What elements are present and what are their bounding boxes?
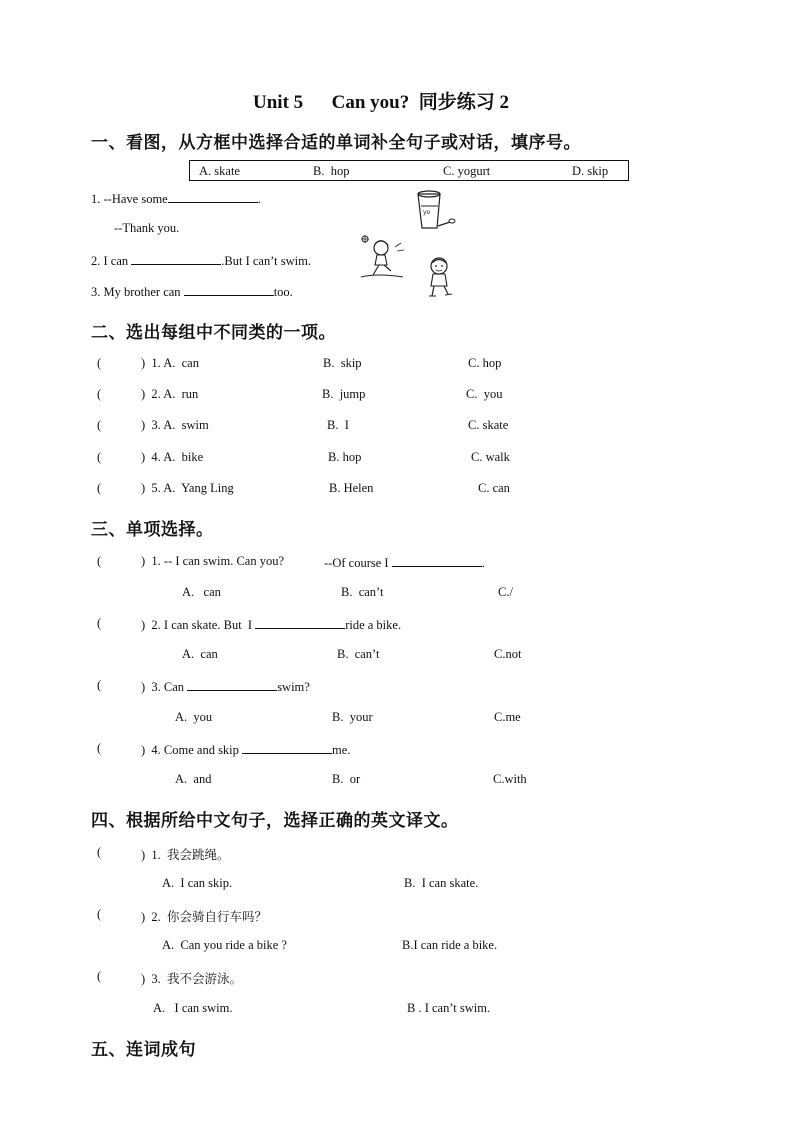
s2-q3-c: C. skate [468, 418, 509, 432]
s1-q1-end: . [257, 192, 261, 206]
s3-q3-paren: ( [97, 678, 102, 692]
s1-q2-line [91, 252, 311, 269]
s3-q4-b: B. or [332, 772, 361, 786]
s3-q3-end: swim? [277, 680, 310, 694]
word-box [189, 160, 629, 181]
s1-q3-end: too. [273, 285, 293, 299]
s3-q2-end: ride a bike. [345, 618, 402, 632]
s2-q4-b: B. hop [328, 450, 362, 464]
s1-q1-reply: --Thank you. [114, 221, 180, 235]
answer-blank[interactable] [168, 190, 258, 203]
s2-q2-b: B. jump [322, 387, 366, 401]
box-option-d: D. skip [572, 164, 609, 178]
girl-hopping-illustration [357, 233, 409, 281]
s4-q3-paren: ( [97, 969, 102, 983]
s3-q1-paren: ( [97, 554, 102, 568]
s2-q3-a: ) 3. A. swim [141, 418, 209, 432]
answer-blank[interactable] [131, 252, 221, 265]
s3-q1-end: . [481, 556, 485, 570]
s2-q5-a: ) 5. A. Yang Ling [141, 481, 234, 495]
s3-q3-b: B. your [332, 710, 373, 724]
s1-q2-text: 2. I can [91, 254, 132, 268]
answer-blank[interactable] [255, 616, 345, 629]
s2-q1-a: ) 1. A. can [141, 356, 199, 370]
s2-q1-c: C. hop [468, 356, 502, 370]
s3-q1-a: A. can [182, 585, 221, 599]
s3-q3-stem: ) 3. Can [141, 680, 188, 694]
s4-q3-a: A. I can swim. [153, 1001, 233, 1015]
section-1-heading: 一、看图，从方框中选择合适的单词补全句子或对话，填序号。 [91, 133, 581, 153]
s3-q2-a: A. can [182, 647, 218, 661]
s2-q2-a: ) 2. A. run [141, 387, 199, 401]
boy-skating-illustration [421, 254, 461, 300]
s3-q2-c: C.not [494, 647, 522, 661]
s2-q2-paren: ( [97, 387, 102, 401]
s3-q3-a: A. you [175, 710, 213, 724]
s2-q1-b: B. skip [323, 356, 362, 370]
s3-q4-line [141, 741, 350, 758]
s1-q3-text: 3. My brother can [91, 285, 184, 299]
s2-q1-paren: ( [97, 356, 102, 370]
box-option-a: A. skate [199, 164, 240, 178]
s3-q2-line [141, 616, 401, 633]
s2-q2-c: C. you [466, 387, 503, 401]
section-4-heading: 四、根据所给中文句子，选择正确的英文译文。 [91, 811, 459, 831]
s3-q3-line [141, 678, 310, 695]
s2-q5-paren: ( [97, 481, 102, 495]
s4-q3-b: B . I can’t swim. [407, 1001, 491, 1015]
answer-blank[interactable] [184, 283, 274, 296]
answer-blank[interactable] [187, 678, 277, 691]
s3-q1-stem: ) 1. -- I can swim. Can you? [141, 554, 285, 568]
s3-q1-b: B. can’t [341, 585, 384, 599]
section-2-heading: 二、选出每组中不同类的一项。 [91, 323, 336, 343]
section-3-heading: 三、单项选择。 [91, 520, 214, 540]
s1-q1-text: 1. --Have some [91, 192, 168, 206]
s1-q2-end: .But I can’t swim. [221, 254, 311, 268]
s3-q3-c: C.me [494, 710, 521, 724]
s2-q4-c: C. walk [471, 450, 510, 464]
s4-q1-b: B. I can skate. [404, 876, 479, 890]
s1-q3-line [91, 283, 293, 300]
s4-q1-a: A. I can skip. [162, 876, 233, 890]
svg-text:yo: yo [423, 209, 431, 216]
s2-q4-a: ) 4. A. bike [141, 450, 204, 464]
s3-q1-text2: --Of course I [324, 556, 392, 570]
s4-q2-b: B.I can ride a bike. [402, 938, 498, 952]
s4-q3-stem: ) 3. 我不会游泳。 [141, 972, 243, 986]
s3-q4-end: me. [332, 743, 351, 757]
s4-q2-paren: ( [97, 907, 102, 921]
s4-q2-a: A. Can you ride a bike ? [162, 938, 287, 952]
s3-q1-c: C./ [498, 585, 513, 599]
section-5-heading: 五、连词成句 [91, 1040, 196, 1060]
s2-q5-b: B. Helen [329, 481, 374, 495]
yogurt-cup-illustration [412, 188, 462, 236]
s2-q3-b: B. I [327, 418, 349, 432]
s3-q4-stem: ) 4. Come and skip [141, 743, 243, 757]
s3-q2-stem: ) 2. I can skate. But I [141, 618, 256, 632]
s4-q1-paren: ( [97, 845, 102, 859]
s4-q1-stem: ) 1. 我会跳绳。 [141, 848, 230, 862]
s3-q2-paren: ( [97, 616, 102, 630]
box-option-c: C. yogurt [443, 164, 491, 178]
s2-q4-paren: ( [97, 450, 102, 464]
box-option-b: B. hop [313, 164, 350, 178]
s2-q5-c: C. can [478, 481, 510, 495]
answer-blank[interactable] [392, 554, 482, 567]
answer-blank[interactable] [242, 741, 332, 754]
s3-q4-a: A. and [175, 772, 212, 786]
s4-q2-stem: ) 2. 你会骑自行车吗？ [141, 910, 268, 924]
s3-q4-c: C.with [493, 772, 527, 786]
s1-q1-line [91, 190, 261, 207]
page-title: Unit 5 Can you? 同步练习 2 [253, 92, 509, 113]
s3-q4-paren: ( [97, 741, 102, 755]
s2-q3-paren: ( [97, 418, 102, 432]
s3-q2-b: B. can’t [337, 647, 380, 661]
s3-q1-line [324, 554, 485, 571]
